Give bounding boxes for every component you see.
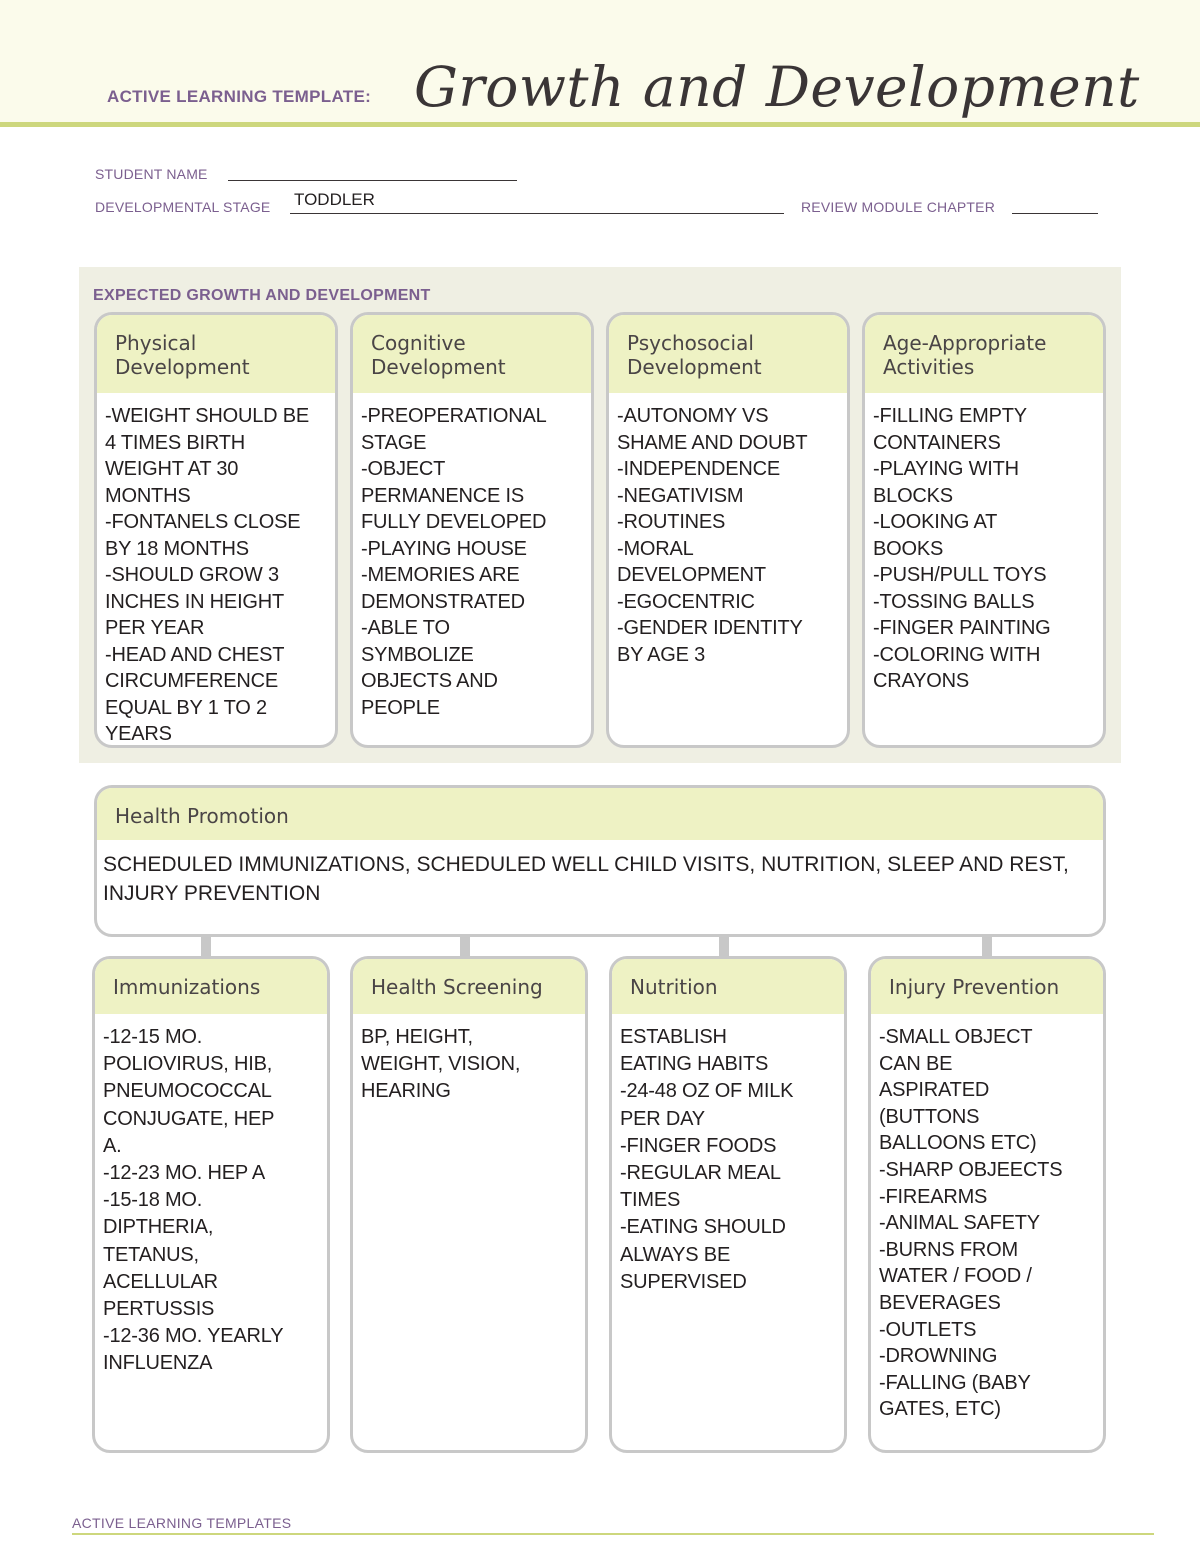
section-title: EXPECTED GROWTH AND DEVELOPMENT	[93, 287, 431, 304]
card-heading: Immunizations	[95, 959, 327, 1014]
health-promotion-card	[94, 785, 1106, 937]
card-body: -WEIGHT SHOULD BE 4 TIMES BIRTH WEIGHT AT 30 MONTHS -FONTANELS CLOSE BY 18 MONTHS -SHOULD GROW 3 INCHES IN HEIGHT PER YEAR -HEAD AND CHEST CIRCUMFERENCE EQUAL BY 1 TO 2 YEARS	[105, 405, 310, 745]
header-rule	[0, 122, 1200, 127]
card-heading: Age-Appropriate Activities	[865, 315, 1103, 393]
card-heading: Psychosocial Development	[609, 315, 847, 393]
connector	[719, 935, 729, 957]
psychosocial-development-card	[606, 312, 850, 748]
card-heading: Health Screening	[353, 959, 585, 1014]
age-appropriate-activities-card	[862, 312, 1106, 748]
physical-development-card	[94, 312, 338, 748]
developmental-stage-label: DEVELOPMENTAL STAGE	[95, 199, 271, 215]
card-body: ESTABLISH EATING HABITS -24-48 OZ OF MILK PER DAY -FINGER FOODS -REGULAR MEAL TIMES -EATING SHOULD ALWAYS BE SUPERVISED	[620, 1026, 794, 1293]
card-heading: Cognitive Development	[353, 315, 591, 393]
injury-prevention-card	[868, 956, 1106, 1453]
developmental-stage-line[interactable]	[290, 213, 784, 214]
card-heading: Nutrition	[612, 959, 844, 1014]
developmental-stage-value[interactable]: TODDLER	[294, 190, 375, 209]
card-body: BP, HEIGHT, WEIGHT, VISION, HEARING	[361, 1026, 521, 1103]
health-screening-card	[350, 956, 588, 1453]
connector	[201, 935, 211, 957]
health-promotion-body: SCHEDULED IMMUNIZATIONS, SCHEDULED WELL CHILD VISITS, NUTRITION, SLEEP AND REST, INJURY PREVENTION	[103, 853, 1069, 905]
card-heading: Physical Development	[97, 315, 335, 393]
card-body: -SMALL OBJECT CAN BE ASPIRATED (BUTTONS BALLOONS ETC) -SHARP OBJEECTS -FIREARMS -ANIMAL SAFETY -BURNS FROM WATER / FOOD / BEVERAGES -OUTLETS -DROWNING -FALLING (BABY GATES, ETC)	[879, 1026, 1063, 1421]
card-heading: Injury Prevention	[871, 959, 1103, 1014]
footer-label: ACTIVE LEARNING TEMPLATES	[72, 1515, 292, 1531]
connector	[460, 935, 470, 957]
cognitive-development-card	[350, 312, 594, 748]
card-body: -PREOPERATIONAL STAGE -OBJECT PERMANENCE IS FULLY DEVELOPED -PLAYING HOUSE -MEMORIES ARE DEMONSTRATED -ABLE TO SYMBOLIZE OBJECTS AND PEOPLE	[361, 405, 547, 719]
card-body: -12-15 MO. POLIOVIRUS, HIB, PNEUMOCOCCAL CONJUGATE, HEP A. -12-23 MO. HEP A -15-18 MO. DIPTHERIA, TETANUS, ACELLULAR PERTUSSIS -12-36 MO. YEARLY INFLUENZA	[103, 1026, 284, 1375]
card-body: -AUTONOMY VS SHAME AND DOUBT -INDEPENDENCE -NEGATIVISM -ROUTINES -MORAL DEVELOPMENT -EGOCENTRIC -GENDER IDENTITY BY AGE 3	[617, 405, 808, 666]
review-module-label: REVIEW MODULE CHAPTER	[801, 199, 995, 215]
immunizations-card	[92, 956, 330, 1453]
student-name-label: STUDENT NAME	[95, 166, 208, 182]
template-label: ACTIVE LEARNING TEMPLATE:	[107, 87, 372, 106]
card-body: -FILLING EMPTY CONTAINERS -PLAYING WITH BLOCKS -LOOKING AT BOOKS -PUSH/PULL TOYS -TOSSING BALLS -FINGER PAINTING -COLORING WITH CRAYONS	[873, 405, 1051, 692]
review-module-line[interactable]	[1012, 213, 1098, 214]
health-promotion-heading: Health Promotion	[97, 788, 1103, 840]
page-title: Growth and Development	[414, 55, 1140, 119]
connector	[982, 935, 992, 957]
student-name-line[interactable]	[228, 180, 517, 181]
nutrition-card	[609, 956, 847, 1453]
footer-rule	[72, 1533, 1154, 1535]
